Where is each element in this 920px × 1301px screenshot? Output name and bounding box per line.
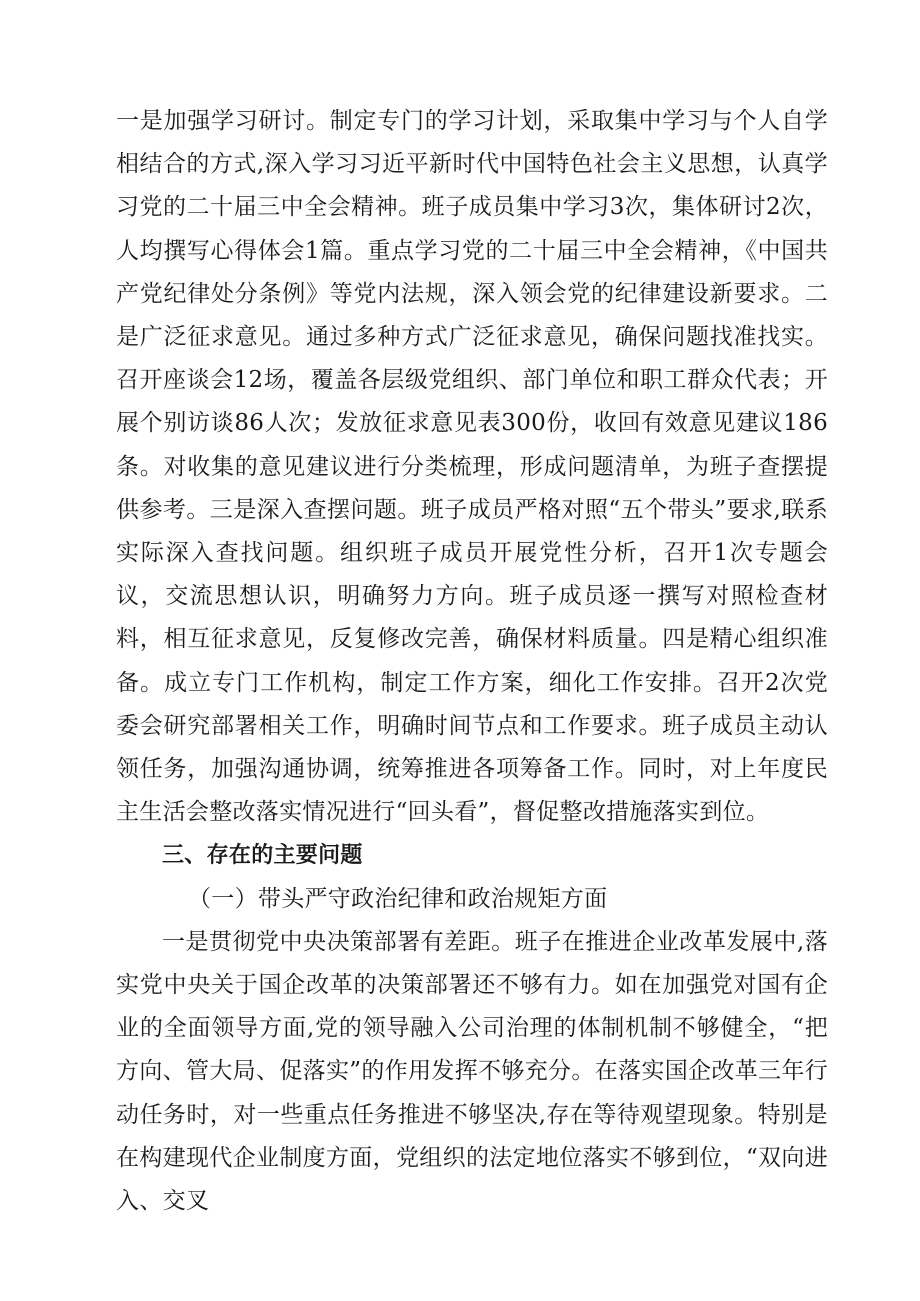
paragraph-implementation-gap: 一是贯彻党中央决策部署有差距。班子在推进企业改革发展中,落实党中央关于国企改革的决策部署还不够有力。如在加强党对国有企业的全面领导方面,党的领导融入公司治理的体制机制不够健全，“把方向、管大局、促落实”的作用发挥不够充分。在落实国企改革三年行动任务时，对一些重点任务推进不够坚决,存在等待观望现象。特别是在构建现代企业制度方面，党组织的法定地位落实不够到位，“双向进入、交叉: [116, 928, 828, 1215]
subsection-heading-political-discipline: （一）带头严守政治纪律和政治规矩方面: [188, 885, 608, 912]
section-heading-main-problems: 三、存在的主要问题: [162, 843, 363, 869]
paragraph-work-preparation: 一是加强学习研讨。制定专门的学习计划，采取集中学习与个人自学相结合的方式,深入学习习近平新时代中国特色社会主义思想，认真学习党的二十届三中全会精神。班子成员集中学习3次，集体研讨2次，人均撰写心得体会1篇。重点学习党的二十届三中全会精神，《中国共产党纪律处分条例》等党内法规，深入领会党的纪律建设新要求。二是广泛征求意见。通过多种方式广泛征求意见，确保问题找准找实。召开座谈会12场，覆盖各层级党组织、部门单位和职工群众代表；开展个别访谈86人次；发放征求意见表300份，收回有效意见建议186条。对收集的意见建议进行分类梳理，形成问题清单，为班子查摆提供参考。三是深入查摆问题。班子成员严格对照“五个带头”要求,联系实际深入查找问题。组织班子成员开展党性分析，召开1次专题会议，交流思想认识，明确努力方向。班子成员逐一撰写对照检查材料，相互征求意见，反复修改完善，确保材料质量。四是精心组织准备。成立专门工作机构，制定工作方案，细化工作安排。召开2次党委会研究部署相关工作，明确时间节点和工作要求。班子成员主动认领任务，加强沟通协调，统筹推进各项筹备工作。同时，对上年度民主生活会整改落实情况进行“回头看”，督促整改措施落实到位。: [116, 108, 828, 826]
document-body: [116, 100, 828, 1223]
